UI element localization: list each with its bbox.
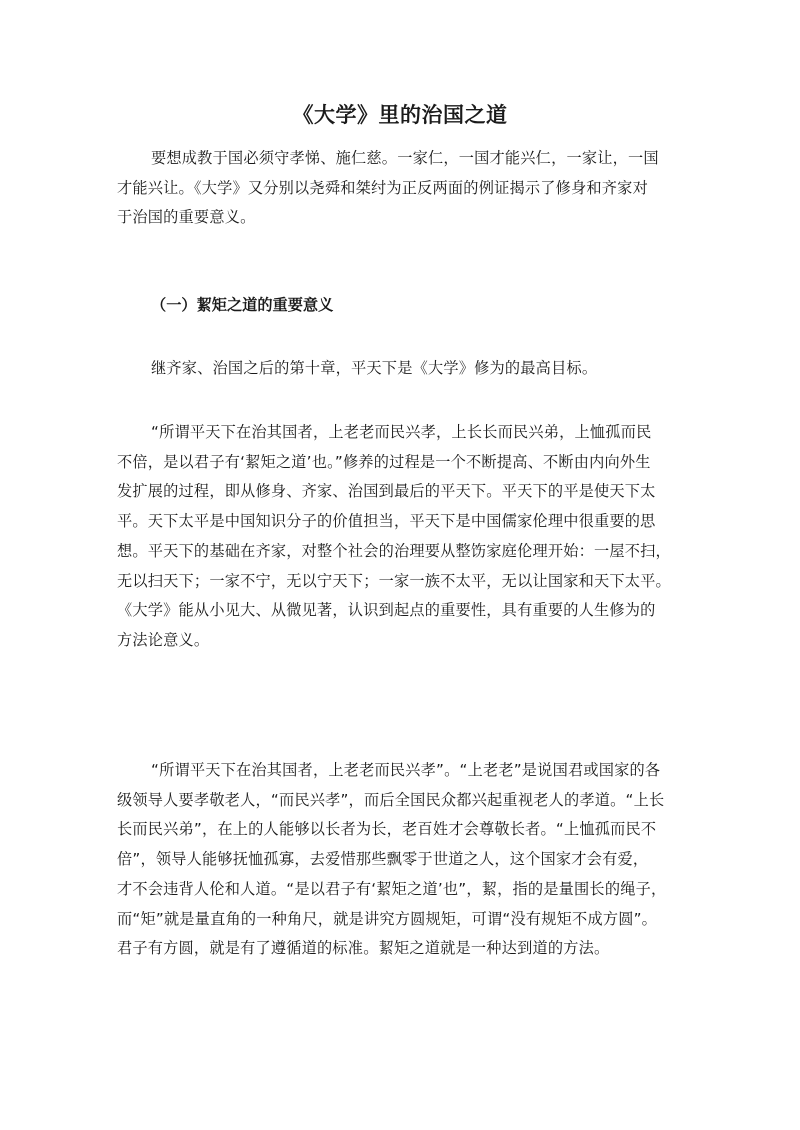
text-line: 继齐家、治国之后的第十章，平天下是《大学》修为的最高目标。 (151, 359, 598, 377)
paragraph-2 (117, 418, 687, 656)
text-line: “所谓平天下在治其国者，上老老而民兴孝”。“上老老”是说国君或国家的各 (151, 761, 661, 779)
text-line: 方法论意义。 (117, 630, 210, 649)
text-line: 《大学》能从小见大、从微见著，认识到起点的重要性，具有重要的人生修为的 (117, 601, 656, 620)
text-line: 长而民兴弟”，在上的人能够以长者为长，老百姓才会尊敬长者。“上恤孤而民不 (117, 820, 657, 839)
paragraph-1 (117, 354, 687, 384)
paragraph-3 (117, 756, 687, 964)
text-line: 于治国的重要意义。 (117, 208, 256, 227)
text-line: 级领导人要孝敬老人，“而民兴孝”，而后全国民众都兴起重视老人的孝道。“上长 (117, 790, 665, 809)
text-line: 无以扫天下；一家不宁，无以宁天下；一家一族不太平，无以让国家和天下太平。 (117, 571, 671, 590)
text-line: 平。天下太平是中国知识分子的价值担当，平天下是中国儒家伦理中很重要的思 (117, 512, 656, 531)
document-title: 《大学》里的治国之道 (292, 103, 508, 127)
intro-paragraph (117, 144, 687, 233)
text-line: 倍”，领导人能够抚恤孤寡，去爱惜那些飘零于世道之人，这个国家才会有爱， (117, 850, 649, 869)
text-line: 不倍，是以君子有‘絜矩之道’也。”修养的过程是一个不断提高、不断由内向外生 (117, 452, 651, 471)
text-line: 而“矩”就是量直角的一种角尺，就是讲究方圆规矩，可谓“没有规矩不成方圆”。 (117, 909, 658, 928)
text-line: 发扩展的过程，即从修身、齐家、治国到最后的平天下。平天下的平是使天下太 (117, 482, 656, 501)
text-line: 要想成教于国必须守孝悌、施仁慈。一家仁，一国才能兴仁，一家让，一国 (151, 149, 659, 167)
text-line: 想。平天下的基础在齐家，对整个社会的治理要从整饬家庭伦理开始：一屋不扫， (117, 541, 671, 560)
text-line: 才能兴让。《大学》又分别以尧舜和桀纣为正反两面的例证揭示了修身和齐家对 (117, 178, 648, 197)
text-line: 君子有方圆，就是有了遵循道的标准。絜矩之道就是一种达到道的方法。 (117, 939, 610, 958)
text-line: “所谓平天下在治其国者，上老老而民兴孝，上长长而民兴弟，上恤孤而民 (151, 423, 652, 441)
text-line: 才不会违背人伦和人道。“是以君子有‘絜矩之道’也”，絜，指的是量围长的绳子， (117, 879, 667, 898)
section-heading: （一）絜矩之道的重要意义 (151, 296, 334, 314)
